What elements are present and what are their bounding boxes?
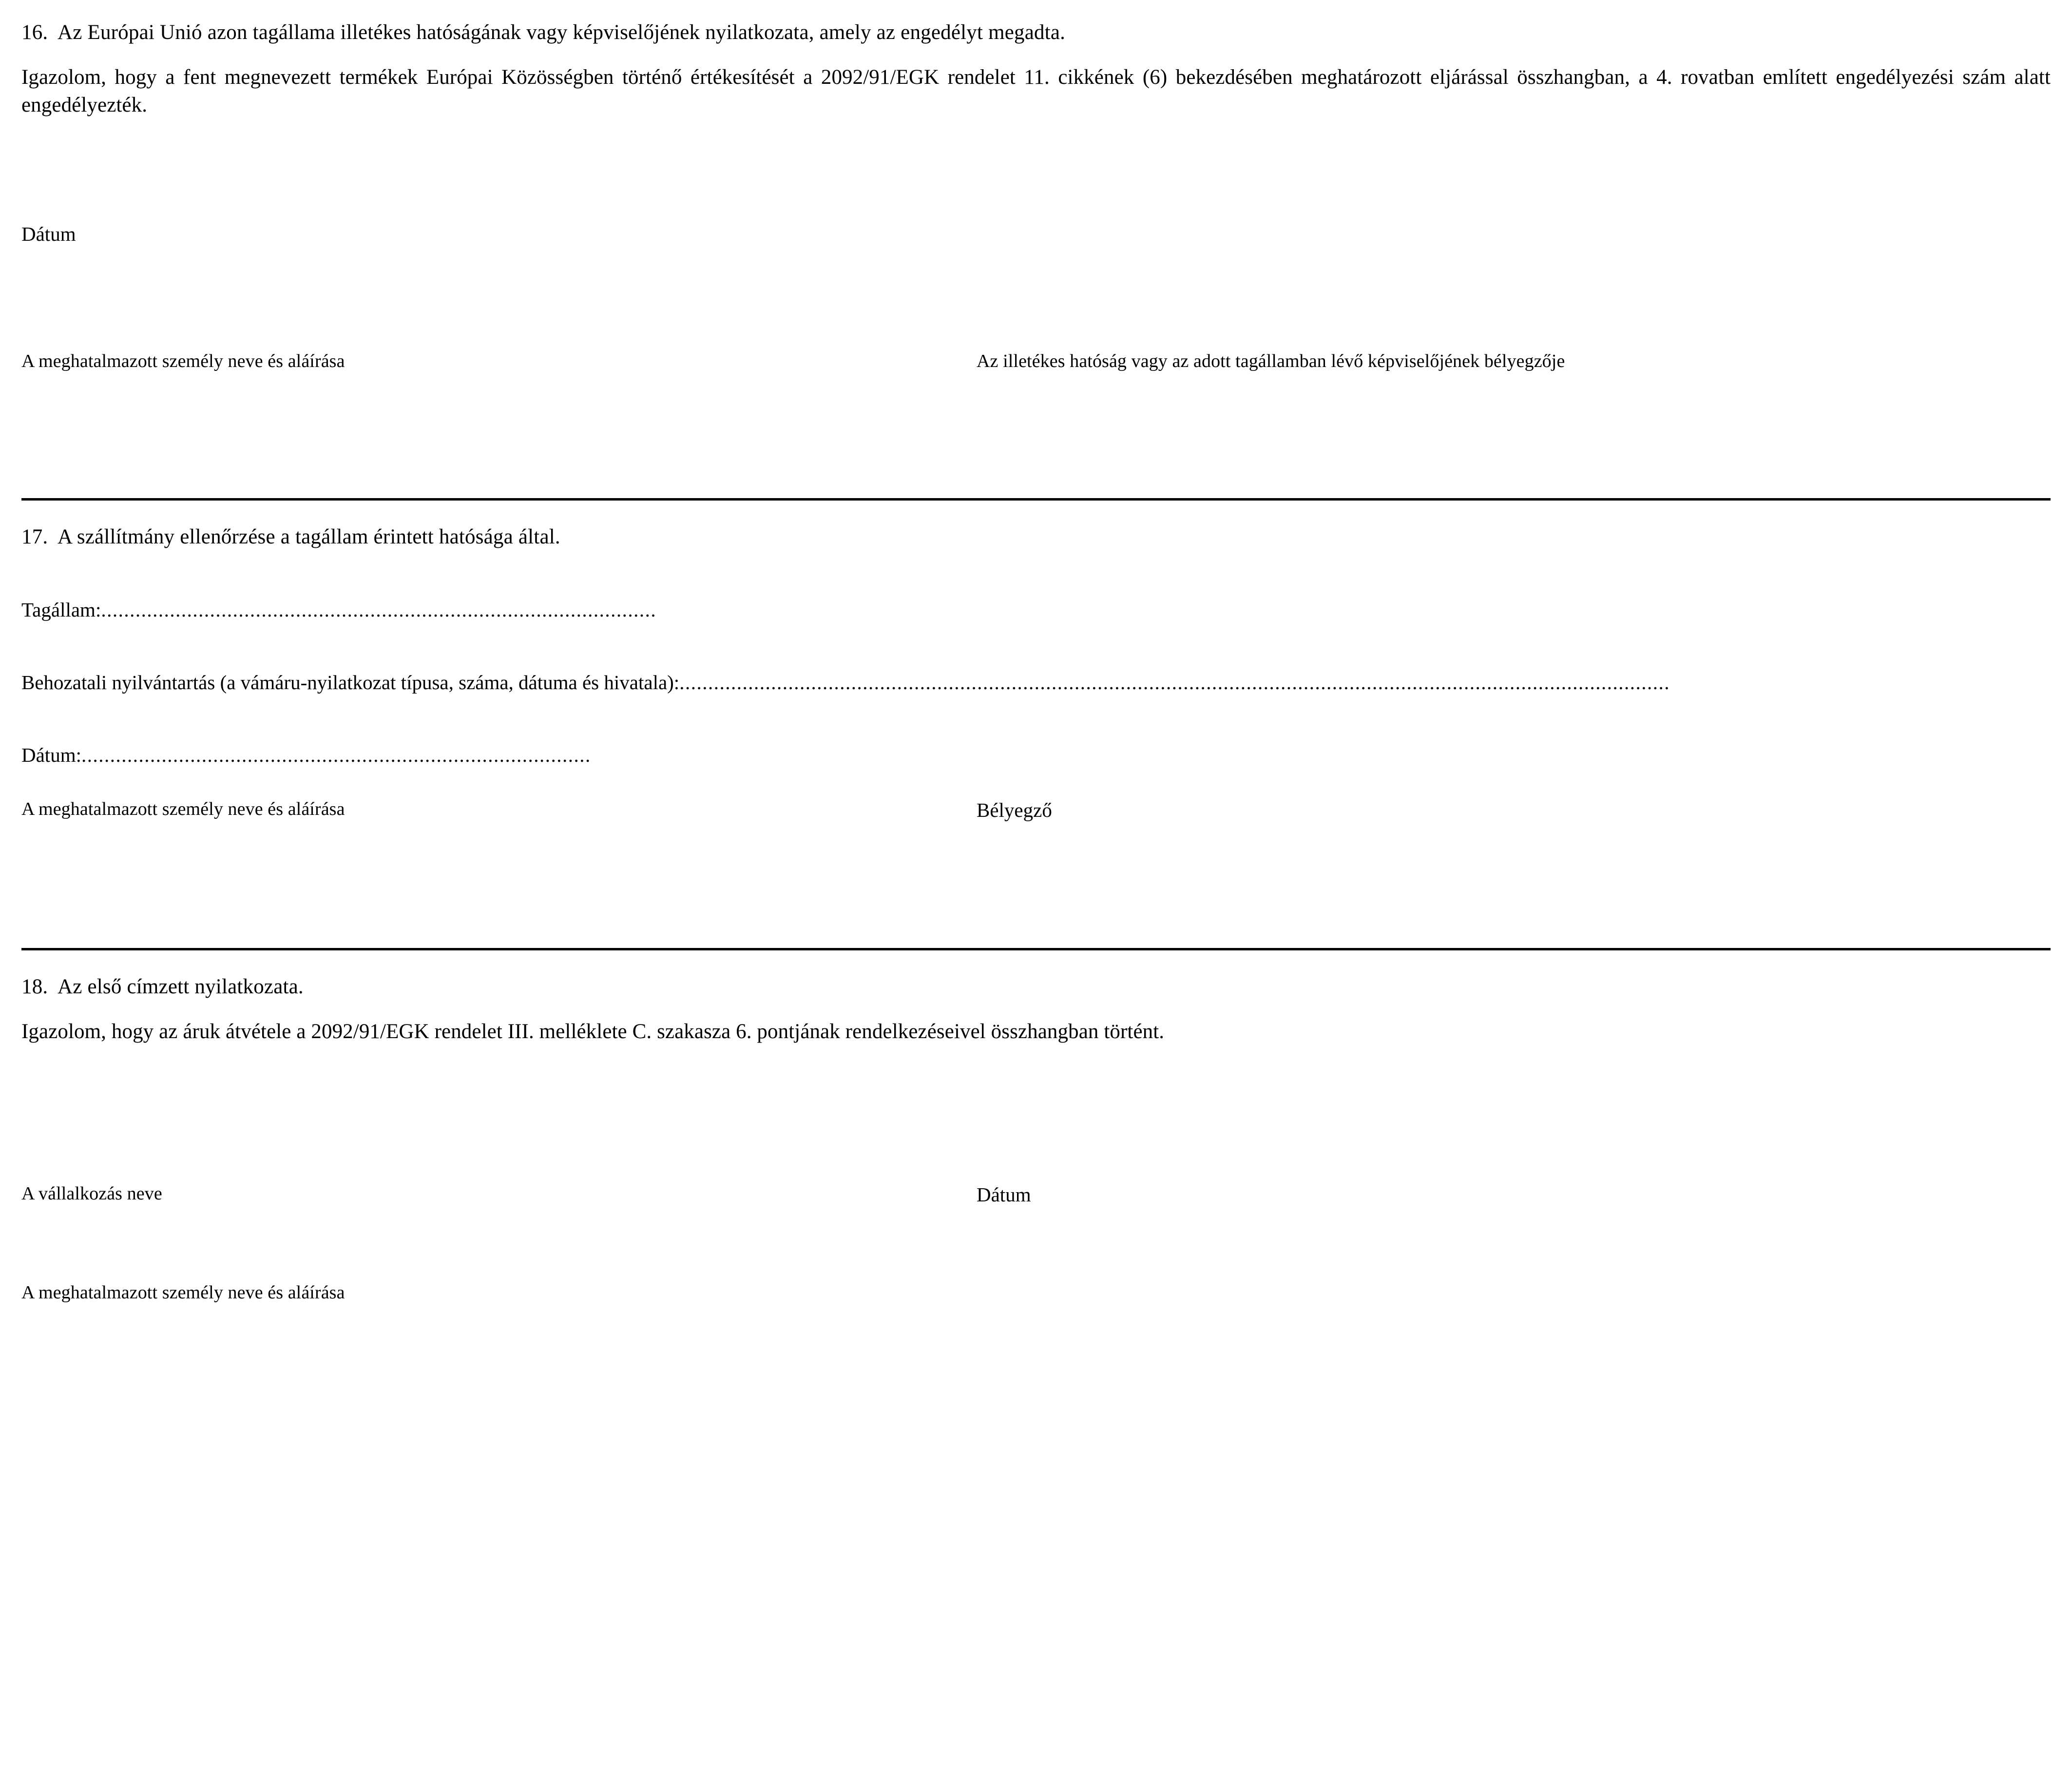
spacer: [21, 119, 2051, 221]
section-16-date-label: Dátum: [21, 223, 76, 246]
section-16-signature-row: [21, 349, 2051, 373]
field-datum-label: Dátum:: [21, 744, 81, 767]
section-16-signature-right: Az illetékes hatóság vagy az adott tagállamban lévő képviselőjének bélyegzője: [977, 351, 1565, 372]
spacer: [21, 247, 2051, 349]
section-18-heading-text: Az első címzett nyilatkozata.: [58, 975, 304, 998]
spacer: [21, 46, 2051, 63]
section-18-heading: [21, 974, 2051, 1000]
field-behozatali-nyilvantartas-dots[interactable]: .............................................................................................................................................................................: [679, 671, 1670, 694]
section-16: [21, 19, 2051, 501]
section-18-company-label: A vállalkozás neve: [21, 1183, 162, 1204]
spacer: [21, 623, 2051, 670]
field-behozatali-nyilvantartas[interactable]: [21, 670, 2051, 695]
spacer: [21, 824, 2051, 948]
section-17: [21, 501, 2051, 950]
section-17-signature-left: A meghatalmazott személy neve és aláírása: [21, 799, 345, 820]
spacer: [21, 950, 2051, 974]
field-tagallam-label: Tagállam:: [21, 598, 101, 621]
section-16-paragraph: Igazolom, hogy a fent megnevezett termékek Európai Közösségben történő értékesítését a 2092/91/EGK rendelet 11. cikkének (6) bekezdésében meghatározott eljárással összhangban, a 4. rovatban említett engedélyezési szám alatt engedélyezték.: [21, 65, 2051, 116]
spacer: [21, 1000, 2051, 1018]
section-17-signature-row: [21, 797, 2051, 823]
spacer: [21, 501, 2051, 524]
section-18-number: 18.: [21, 975, 48, 998]
field-behozatali-nyilvantartas-label: Behozatali nyilvántartás (a vámáru-nyilatkozat típusa, száma, dátuma és hivatala):: [21, 671, 680, 694]
section-18-paragraph: Igazolom, hogy az áruk átvétele a 2092/91/EGK rendelet III. melléklete C. szakasza 6. pontjának rendelkezéseivel összhangban történt.: [21, 1020, 1165, 1043]
section-16-signature-left: A meghatalmazott személy neve és aláírása: [21, 351, 345, 372]
spacer: [21, 550, 2051, 597]
section-18-date-label: Dátum: [977, 1183, 1031, 1206]
section-18-company-row: [21, 1182, 2051, 1208]
field-tagallam-dots[interactable]: .................................................................................................: [101, 598, 657, 621]
section-17-number: 17.: [21, 525, 48, 548]
section-17-heading: [21, 524, 2051, 550]
section-17-signature-right: Bélyegző: [977, 799, 1052, 822]
section-16-heading-text: Az Európai Unió azon tagállama illetékes hatóságának vagy képviselőjének nyilatkozata, amely az engedélyt megadta.: [58, 21, 1066, 44]
field-datum[interactable]: [21, 742, 2051, 768]
section-18-signature-left: A meghatalmazott személy neve és aláírása: [21, 1282, 345, 1303]
section-16-number: 16.: [21, 21, 48, 44]
spacer: [21, 1045, 2051, 1182]
field-datum-dots[interactable]: .........................................................................................: [81, 744, 591, 767]
field-tagallam[interactable]: [21, 597, 2051, 623]
section-17-heading-text: A szállítmány ellenőrzése a tagállam érintett hatósága által.: [58, 525, 560, 548]
spacer: [21, 374, 2051, 498]
spacer: [21, 1208, 2051, 1281]
spacer: [21, 768, 2051, 797]
spacer: [21, 695, 2051, 742]
section-16-heading: [21, 19, 2051, 46]
section-18: [21, 950, 2051, 1305]
